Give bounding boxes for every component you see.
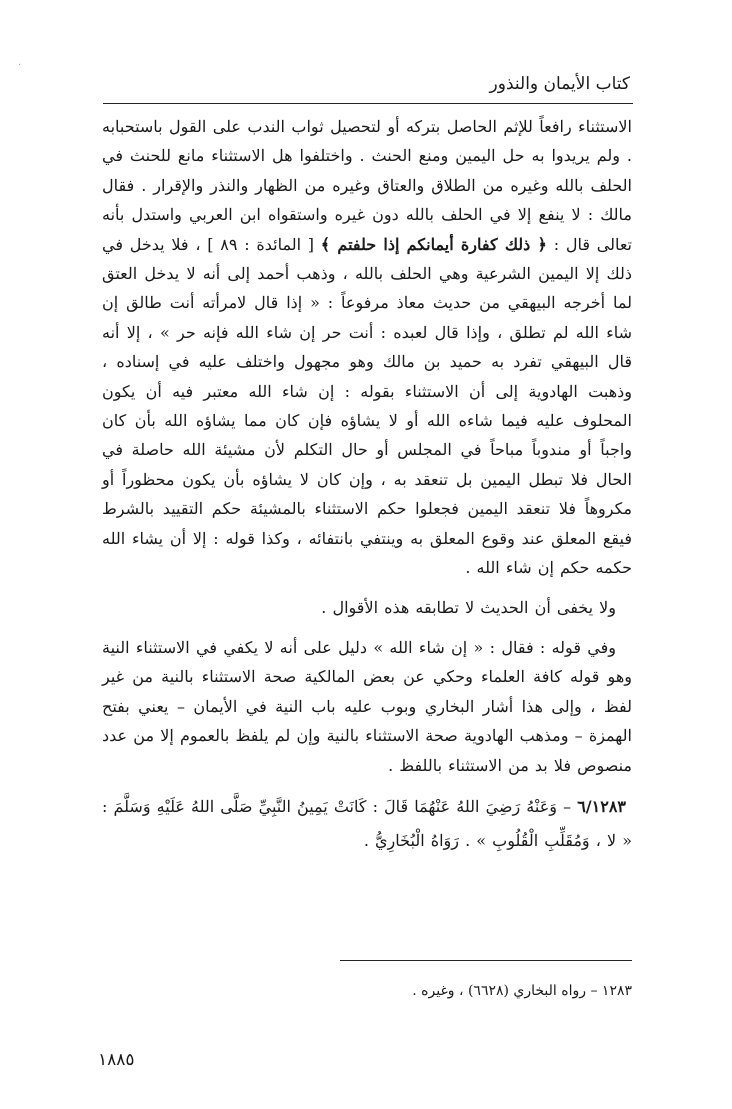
paragraph-commentary-3: وفي قوله : فقال : « إن شاء الله » دليل على أنه لا يكفي في الاستثناء النية وهو قوله كافة العلماء وحكي عن بعض المالكية صحة الاستثناء بالنية من غير لفظ ، وإلى هذا أشار البخاري وبوب عليه باب النية في الأيمان – يعني بفتح الهمزة – ومذهب الهادوية صحة الاستثناء بالنية وإن لم يلفظ بالعموم إلا من عدد منصوص فلا بد من الاستثناء باللفظ . (102, 637, 632, 775)
header-rule (103, 103, 633, 104)
footnote-rule (340, 960, 632, 961)
paragraph-commentary-1 (102, 112, 632, 583)
hadith-paragraph (102, 790, 632, 858)
corner-mark: · (18, 60, 22, 71)
footnote: ١٢٨٣ – رواه البخاري (٦٦٢٨) ، وغيره . (412, 983, 632, 999)
hadith-text: – وَعَنْهُ رَضِيَ اللهُ عَنْهُمَا قَالَ : كَانَتْ يَمِينُ النَّبِيِّ صَلَّى اللهُ عَلَيْهِ وَسَلَّمَ : « لا ، وَمُقَلِّبِ الْقُلُوبِ » . رَوَاهُ الْبُخَارِيُّ . (102, 796, 632, 850)
page-number: ١٨٨٥ (98, 1050, 135, 1070)
para1-text: الاستثناء رافعاً للإثم الحاصل بتركه أو لتحصيل ثواب الندب على القول باستحبابه . ولم يريدوا به حل اليمين ومنع الحنث . واختلفوا هل الاستثناء مانع للحنث في الحلف بالله وغيره من الطلاق والعتاق وغيره من الظهار والنذر والإقرار . فقال مالك : لا ينفع إلا في الحلف بالله دون غيره واستقواه ابن العربي واستدل بأنه تعالى قال : (102, 117, 633, 254)
para1-rest: [ المائدة : ٨٩ ] ، فلا يدخل في ذلك إلا اليمين الشرعية وهي الحلف بالله ، وذهب أحمد إلى أنه لا يدخل العتق لما أخرجه البيهقي من حديث معاذ مرفوعاً : « إذا قال لامرأته أنت طالق إن شاء الله لم تطلق ، وإذا قال لعبده : أنت حر إن شاء الله فإنه حر » ، إلا أنه قال البيهقي تفرد به حميد بن مالك وهو مجهول واختلف عليه في إسناده ، وذهبت الهادوية إلى أن الاستثناء بقوله : إن شاء الله معتبر فيه أن يكون المحلوف عليه فيما شاءه الله أو لا يشاؤه فإن كان مما يشاؤه الله بأن كان واجباً أو مندوباً مباحاً في المجلس أو حال التكلم لأن مشيئة الله حاصلة في الحال فلا تبطل اليمين بل تنعقد به ، وإن كان لا يشاؤه بأن يكون محظوراً أو مكروهاً فلا تنعقد اليمين فجعلوا حكم الاستثناء بالمشيئة حكم التقييد بالشرط فيقع المعلق عند وقوع المعلق به وينتفي بانتفائه ، وكذا قوله : إلا أن يشاء الله حكمه حكم إن شاء الله . (102, 234, 633, 578)
main-text (102, 112, 632, 858)
running-header: كتاب الأيمان والنذور (489, 74, 630, 94)
hadith-number: ٦/١٢٨٣ (577, 796, 627, 816)
paragraph-commentary-2: ولا يخفى أن الحديث لا تطابقه هذه الأقوال . (321, 597, 616, 617)
quran-quote: ﴿ ذلك كفارة أيمانكم إذا حلفتم ﴾ (320, 234, 547, 254)
